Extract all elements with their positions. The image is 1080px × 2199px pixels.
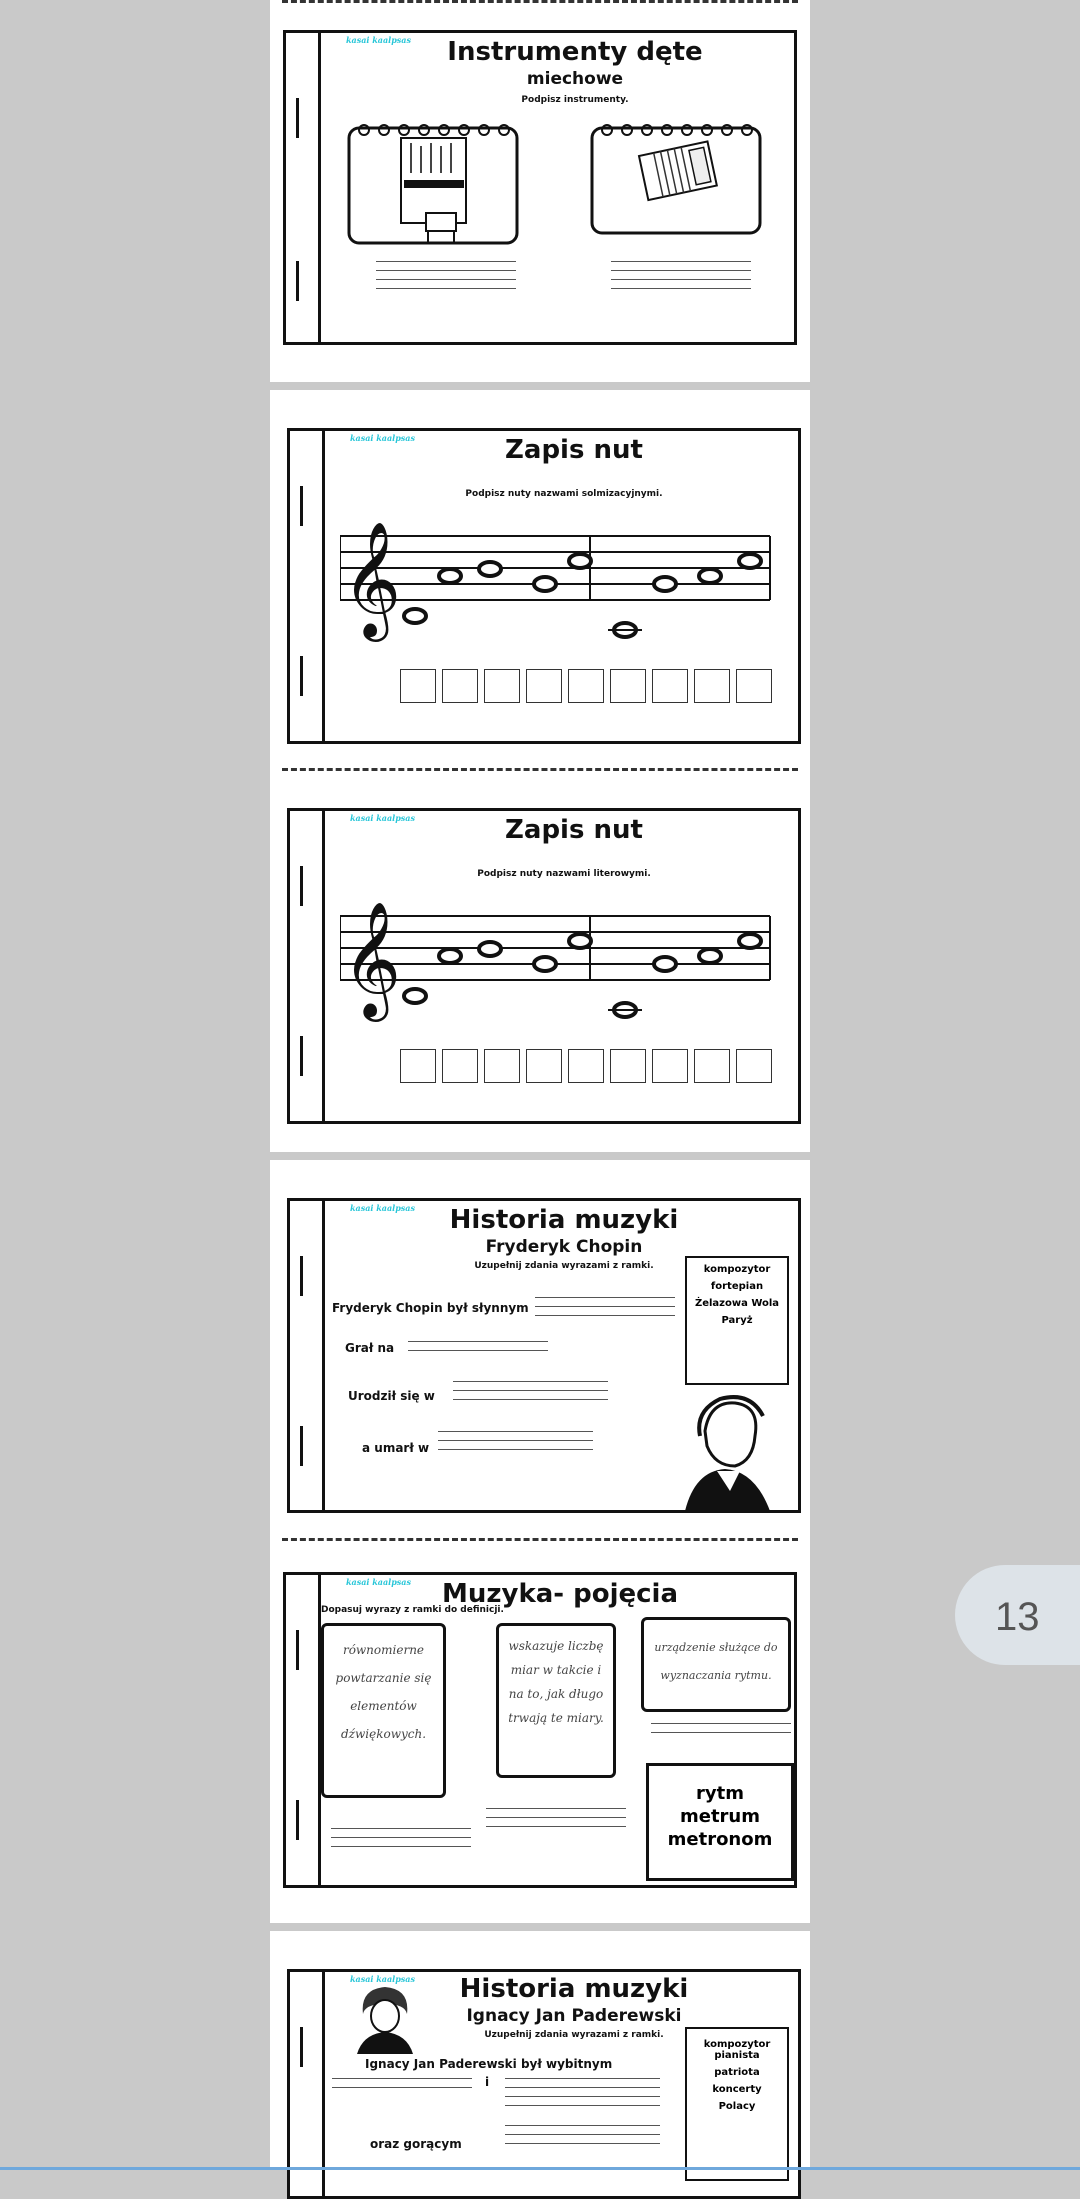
- word-bank-item: Paryż: [721, 1315, 753, 1326]
- sentence-1: Ignacy Jan Paderewski był wybitnym: [365, 2057, 613, 2071]
- organ-illustration: [346, 118, 521, 248]
- svg-text:𝄞: 𝄞: [342, 521, 402, 637]
- spine-tick: [300, 1256, 303, 1296]
- answer-lines: [332, 2070, 472, 2088]
- page-instrumenty: [270, 0, 810, 382]
- definition-card-3: [641, 1617, 791, 1712]
- portrait-chopin: [675, 1391, 775, 1511]
- answer-boxes[interactable]: [400, 1049, 772, 1083]
- word-bank-item: Żelazowa Wola: [694, 1298, 780, 1309]
- worksheet-subtitle: Fryderyk Chopin: [485, 1237, 643, 1257]
- worksheet-instruction: Podpisz instrumenty.: [521, 95, 629, 105]
- worksheet-title: Historia muzyki: [459, 1974, 689, 2004]
- card-spine: [322, 811, 325, 1121]
- word-bank-item: fortepian: [710, 1281, 764, 1292]
- word-bank-item: rytm: [696, 1783, 744, 1804]
- worksheet-card-chopin: [287, 1198, 801, 1513]
- spine-tick: [300, 656, 303, 696]
- worksheet-subtitle: Ignacy Jan Paderewski: [466, 2006, 682, 2026]
- word-bank-item: metronom: [667, 1829, 773, 1850]
- card-spine: [318, 33, 321, 342]
- worksheet-card-paderewski: [287, 1969, 801, 2199]
- answer-lines: [505, 2070, 660, 2106]
- spine-tick: [300, 1426, 303, 1466]
- brand-logo: kasai kaalpsas: [346, 35, 411, 45]
- worksheet-card-zapis-solmizacja: [287, 428, 801, 744]
- worksheet-instruction: Podpisz nuty nazwami literowymi.: [477, 869, 651, 879]
- page-zapis-nut: [270, 390, 810, 1152]
- definition-text: urządzenie służące do wyznaczania rytmu.: [654, 1641, 778, 1682]
- answer-lines: [611, 253, 751, 289]
- spine-tick: [300, 1036, 303, 1076]
- worksheet-title: Historia muzyki: [449, 1205, 679, 1235]
- worksheet-instruction: Dopasuj wyrazy z ramki do definicji.: [321, 1605, 504, 1615]
- worksheet-card-zapis-literowe: [287, 808, 801, 1124]
- worksheet-card-pojecia: [283, 1572, 797, 1888]
- sentence-3: Urodził się w: [348, 1389, 435, 1403]
- answer-lines: [651, 1715, 791, 1733]
- word-bank-item: kompozytor pianista: [703, 2039, 771, 2061]
- sentence-4: a umarł w: [362, 1441, 430, 1455]
- page-divider: [282, 768, 798, 771]
- word-bank-item: patriota: [714, 2067, 760, 2078]
- answer-lines: [376, 253, 516, 289]
- worksheet-title: Instrumenty dęte: [447, 37, 703, 67]
- worksheet-subtitle: miechowe: [526, 69, 624, 89]
- page-number-badge: [955, 1565, 1080, 1665]
- word-bank-item: koncerty: [712, 2084, 762, 2095]
- definition-card-2: [496, 1623, 616, 1778]
- word-bank: [685, 1256, 789, 1385]
- answer-lines: [408, 1333, 548, 1351]
- answer-lines: [453, 1373, 608, 1400]
- spine-tick: [296, 1630, 299, 1670]
- word-bank-item: Polacy: [718, 2101, 756, 2112]
- worksheet-instruction: Podpisz nuty nazwami solmizacyjnymi.: [465, 489, 663, 499]
- brand-logo: kasai kaalpsas: [350, 433, 415, 443]
- card-spine: [322, 431, 325, 741]
- answer-lines: [535, 1289, 675, 1316]
- word-bank-item: kompozytor: [703, 1264, 771, 1275]
- spine-tick: [300, 486, 303, 526]
- answer-lines: [505, 2117, 660, 2144]
- page-number: 13: [995, 1595, 1040, 1639]
- spine-tick: [300, 866, 303, 906]
- sentence-connector: i: [485, 2075, 490, 2089]
- answer-lines: [438, 1423, 593, 1450]
- music-staff: [340, 901, 780, 1031]
- spine-tick: [296, 98, 299, 138]
- card-spine: [322, 1972, 325, 2196]
- brand-logo: kasai kaalpsas: [350, 1974, 415, 1984]
- page-divider: [282, 0, 798, 3]
- page-historia-pojecia: [270, 1160, 810, 1923]
- spine-tick: [296, 1800, 299, 1840]
- page-divider: [282, 1538, 798, 1541]
- svg-text:𝄞: 𝄞: [342, 901, 402, 1017]
- accordion-illustration: [589, 118, 764, 238]
- word-bank: [685, 2027, 789, 2181]
- sentence-2: Grał na: [345, 1341, 395, 1355]
- spine-tick: [300, 2027, 303, 2067]
- worksheet-title: Zapis nut: [505, 815, 643, 845]
- word-bank: [646, 1763, 794, 1881]
- brand-logo: kasai kaalpsas: [346, 1577, 411, 1587]
- definition-text: wskazuje liczbę miar w takcie i na to, jak długo trwają te miary.: [508, 1639, 604, 1725]
- music-staff: [340, 521, 780, 651]
- answer-lines: [486, 1800, 626, 1827]
- worksheet-title: Muzyka- pojęcia: [441, 1579, 679, 1609]
- answer-boxes[interactable]: [400, 669, 772, 703]
- definition-text: równomierne powtarzanie się elementów dźwiękowych.: [335, 1643, 432, 1741]
- card-spine: [322, 1201, 325, 1510]
- worksheet-card-instrumenty: [283, 30, 797, 345]
- brand-logo: kasai kaalpsas: [350, 1203, 415, 1213]
- worksheet-instruction: Uzupełnij zdania wyrazami z ramki.: [484, 2030, 664, 2040]
- sentence-1: Fryderyk Chopin był słynnym: [332, 1301, 529, 1315]
- worksheet-instruction: Uzupełnij zdania wyrazami z ramki.: [474, 1261, 654, 1271]
- definition-card-1: [321, 1623, 446, 1798]
- answer-lines: [331, 1820, 471, 1847]
- brand-logo: kasai kaalpsas: [350, 813, 415, 823]
- sentence-2: oraz gorącym: [370, 2137, 462, 2151]
- worksheet-title: Zapis nut: [505, 435, 643, 465]
- spine-tick: [296, 261, 299, 301]
- word-bank-item: metrum: [679, 1806, 760, 1827]
- page-paderewski: [270, 1931, 810, 2170]
